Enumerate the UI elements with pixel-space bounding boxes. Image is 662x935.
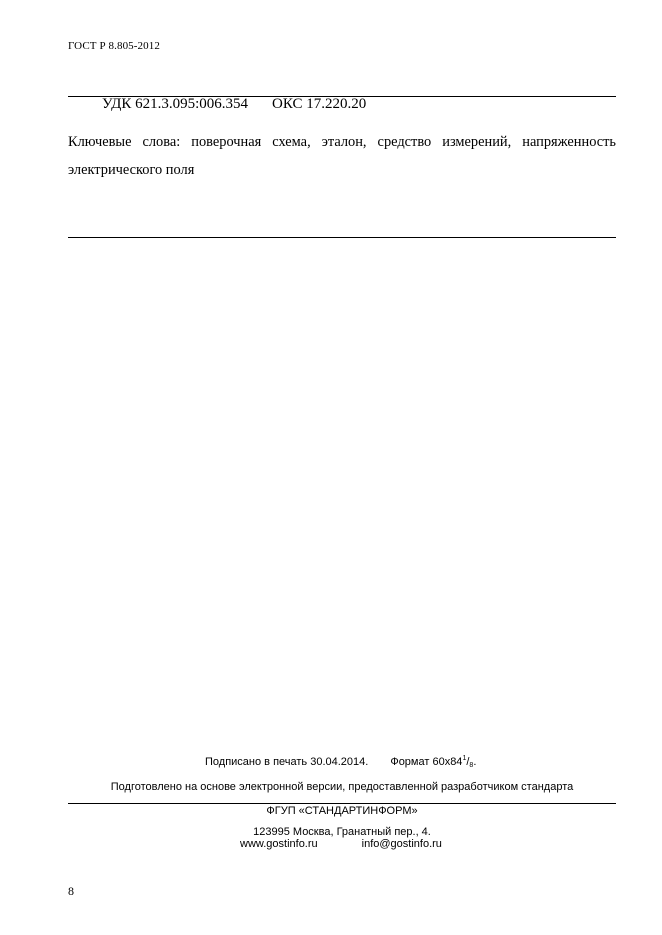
email-link[interactable]: info@gostinfo.ru: [361, 838, 442, 850]
keywords-bottom-rule: [68, 237, 616, 238]
format-fraction-denominator: 8: [469, 762, 474, 769]
format-fraction-numerator: 1: [462, 755, 467, 762]
prepared-note: Подготовлено на основе электронной версии, предоставленной разработчиком стандарта: [110, 781, 574, 793]
format-suffix: .: [473, 756, 477, 768]
keywords-line-1: Ключевые слова: поверочная схема, эталон, средство измерений, напряженность: [68, 134, 616, 150]
paper-format: Формат $60x84^1/_8$.: [390, 755, 477, 769]
keywords-line-2: электрического поля: [68, 162, 195, 178]
imprint-rule: [68, 803, 616, 804]
signed-to-print-line: [205, 755, 476, 769]
publisher-contacts: [240, 838, 442, 850]
classification-line: [102, 96, 366, 113]
publisher-name: ФГУП «СТАНДАРТИНФОРМ»: [266, 805, 418, 817]
signed-date: Подписано в печать 30.04.2014.: [205, 756, 369, 768]
oks-code: ОКС 17.220.20: [272, 96, 367, 112]
format-prefix: Формат 60x84: [390, 756, 463, 768]
website-link[interactable]: www.gostinfo.ru: [240, 838, 318, 850]
udk-code: УДК 621.3.095:006.354: [102, 96, 249, 112]
publisher-address: 123995 Москва, Гранатный пер., 4.: [253, 826, 431, 838]
page-number: 8: [68, 884, 74, 898]
standard-code: ГОСТ Р 8.805-2012: [68, 40, 160, 52]
